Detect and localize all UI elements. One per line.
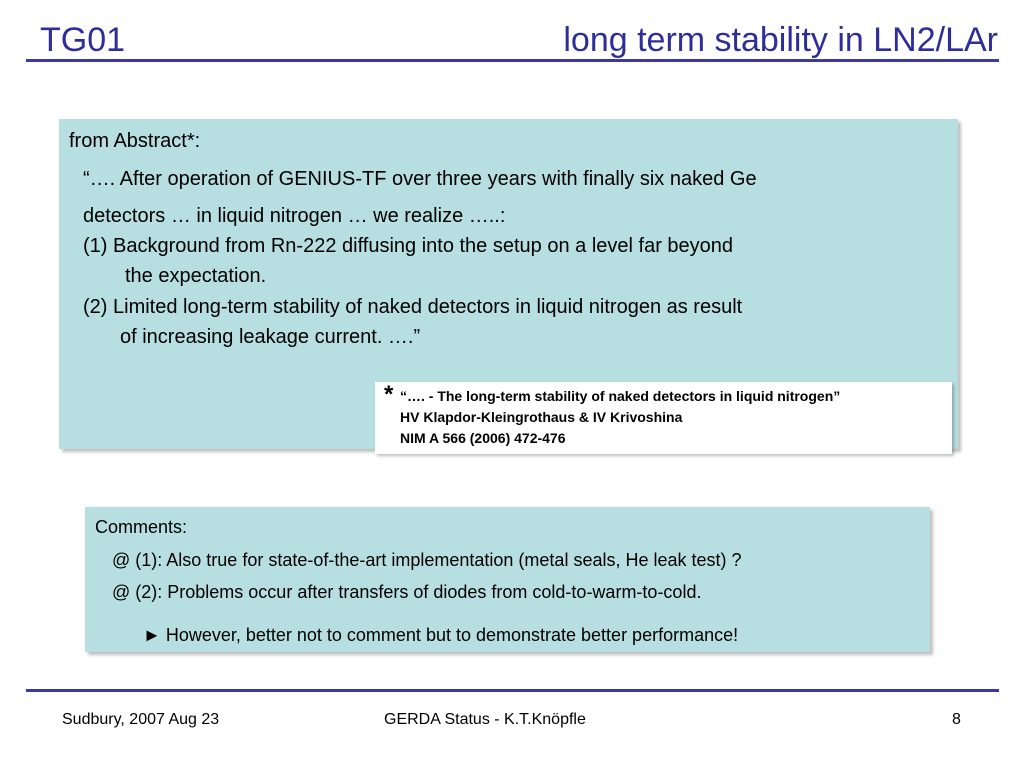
abstract-line: (2) Limited long-term stability of naked detectors in liquid nitrogen as result [83, 296, 743, 318]
slide-title-right: long term stability in LN2/LAr [563, 21, 998, 59]
abstract-heading: from Abstract*: [69, 130, 201, 152]
footnote-marker: * [384, 381, 394, 408]
reference-journal: NIM A 566 (2006) 472-476 [400, 430, 566, 446]
comment-conclusion: ► However, better not to comment but to demonstrate better performance! [143, 625, 739, 645]
abstract-line: (1) Background from Rn-222 diffusing into the setup on a level far beyond [83, 235, 734, 257]
abstract-line: the expectation. [125, 265, 267, 287]
comment-line: @ (2): Problems occur after transfers of diodes from cold-to-warm-to-cold. [112, 582, 702, 602]
title-divider [26, 59, 999, 62]
footer-divider [26, 689, 999, 692]
reference-box [375, 382, 952, 454]
reference-title: “…. - The long-term stability of naked detectors in liquid nitrogen” [400, 388, 841, 404]
abstract-line: detectors … in liquid nitrogen … we realize …..: [83, 205, 506, 227]
abstract-line: of increasing leakage current. ….” [120, 326, 421, 348]
comments-box [85, 507, 930, 652]
page-number: 8 [952, 711, 961, 728]
footer-presenter: GERDA Status - K.T.Knöpfle [384, 711, 586, 728]
reference-authors: HV Klapdor-Kleingrothaus & IV Krivoshina [400, 409, 683, 425]
slide-title-left: TG01 [40, 21, 126, 59]
abstract-line: “…. After operation of GENIUS-TF over three years with finally six naked Ge [83, 168, 757, 190]
comment-line: @ (1): Also true for state-of-the-art implementation (metal seals, He leak test) ? [112, 550, 742, 570]
comments-heading: Comments: [95, 517, 188, 537]
footer-date: Sudbury, 2007 Aug 23 [62, 711, 220, 728]
